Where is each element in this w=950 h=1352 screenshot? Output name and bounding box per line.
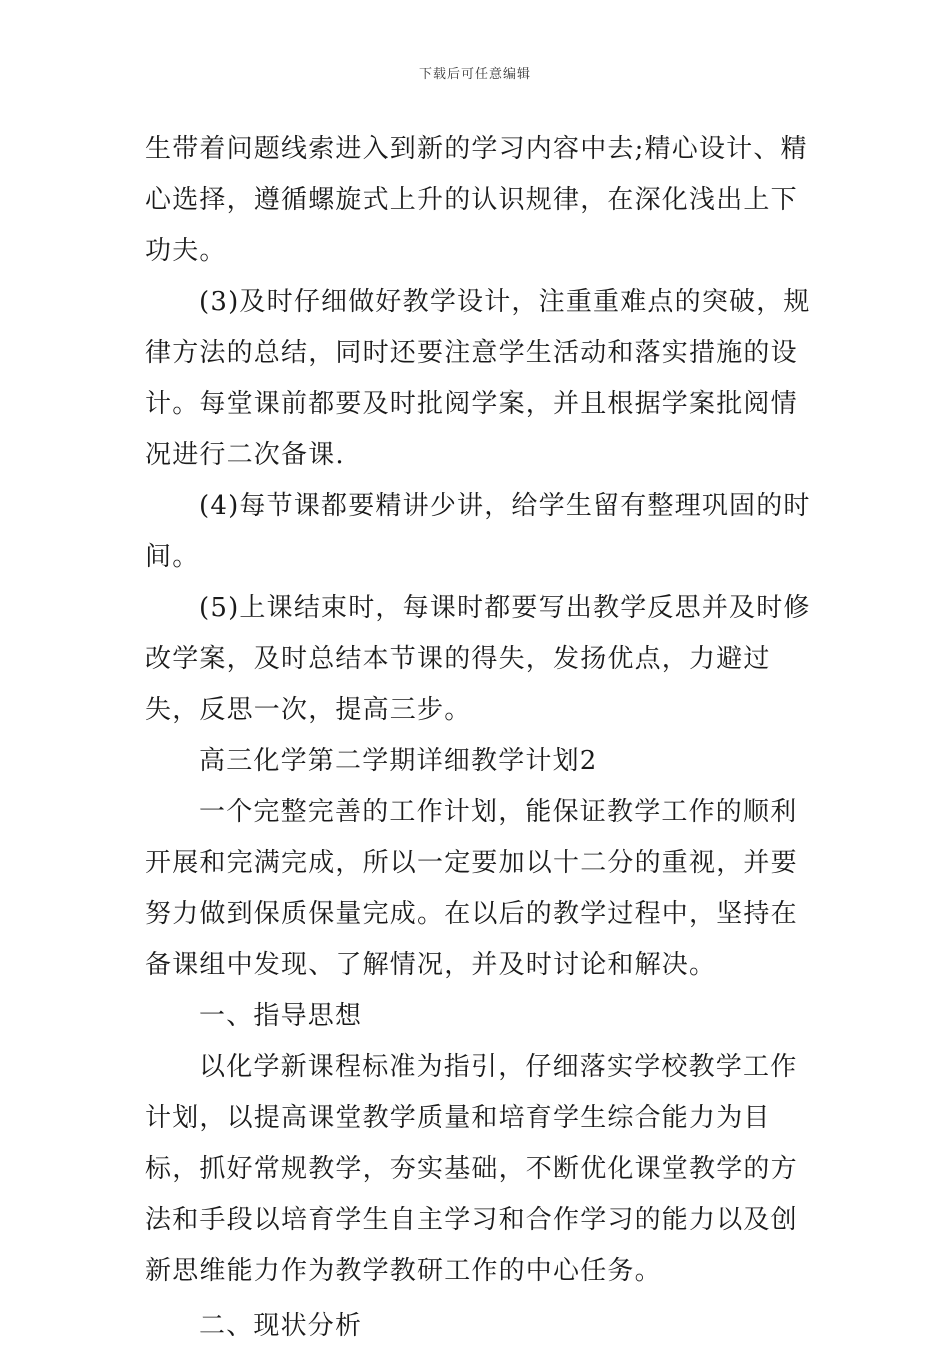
- heading-guiding-thought: 一、指导思想: [199, 1001, 363, 1031]
- paragraph-intro: 一个完整完善的工作计划，能保证教学工作的顺利开展和完满完成，所以一定要加以十二分的重视，并要努力做到保质保量完成。在以后的教学过程中，坚持在备课组中发现、了解情况，并及时讨论和解决。: [145, 797, 798, 980]
- page-header-note: 下载后可任意编辑: [418, 67, 531, 82]
- section-title: 高三化学第二学期详细教学计划2: [199, 746, 598, 776]
- paragraph-item-3: (3)及时仔细做好教学设计，注重重难点的突破，规律方法的总结，同时还要注意学生活动和落实措施的设计。每堂课前都要及时批阅学案，并且根据学案批阅情况进行二次备课.: [145, 287, 811, 470]
- paragraph-guiding-thought: 以化学新课程标准为指引，仔细落实学校教学工作计划，以提高课堂教学质量和培育学生综合能力为目标，抓好常规教学，夯实基础，不断优化课堂教学的方法和手段以培育学生自主学习和合作学习的能力以及创新思维能力作为教学教研工作的中心任务。: [145, 1052, 798, 1286]
- heading-status-analysis: 二、现状分析: [199, 1311, 363, 1341]
- paragraph-item-4: (4)每节课都要精讲少讲，给学生留有整理巩固的时间。: [145, 491, 811, 572]
- paragraph-continuation: 生带着问题线索进入到新的学习内容中去;精心设计、精心选择，遵循螺旋式上升的认识规律，在深化浅出上下功夫。: [145, 134, 808, 266]
- document-body: [145, 124, 813, 1352]
- paragraph-item-5: (5)上课结束时，每课时都要写出教学反思并及时修改学案，及时总结本节课的得失，发扬优点，力避过失，反思一次，提高三步。: [145, 593, 811, 725]
